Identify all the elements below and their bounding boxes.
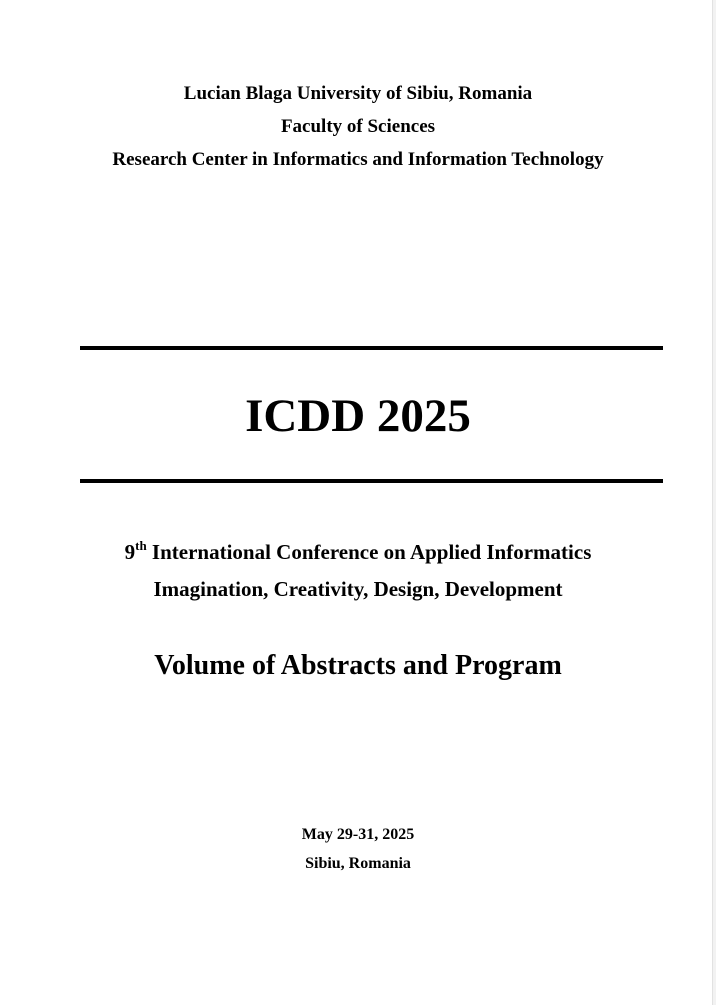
research-center-name: Research Center in Informatics and Information Technology — [112, 149, 604, 170]
title-divider-top — [80, 346, 663, 350]
conference-full-name — [0, 539, 716, 565]
conference-name: International Conference on Applied Informatics — [151, 540, 592, 564]
conference-dates: May 29-31, 2025 — [301, 826, 415, 843]
faculty-name: Faculty of Sciences — [280, 116, 436, 137]
edition-number: 9 — [124, 540, 136, 564]
conference-acronym: ICDD 2025 — [245, 390, 471, 442]
conference-location: Sibiu, Romania — [305, 855, 411, 872]
conference-theme: Imagination, Creativity, Design, Development — [153, 577, 563, 601]
university-name: Lucian Blaga University of Sibiu, Romania — [183, 83, 533, 104]
title-divider-bottom — [80, 479, 663, 483]
page-edge — [712, 0, 716, 1005]
volume-title: Volume of Abstracts and Program — [154, 650, 562, 681]
edition-suffix: th — [135, 538, 147, 553]
